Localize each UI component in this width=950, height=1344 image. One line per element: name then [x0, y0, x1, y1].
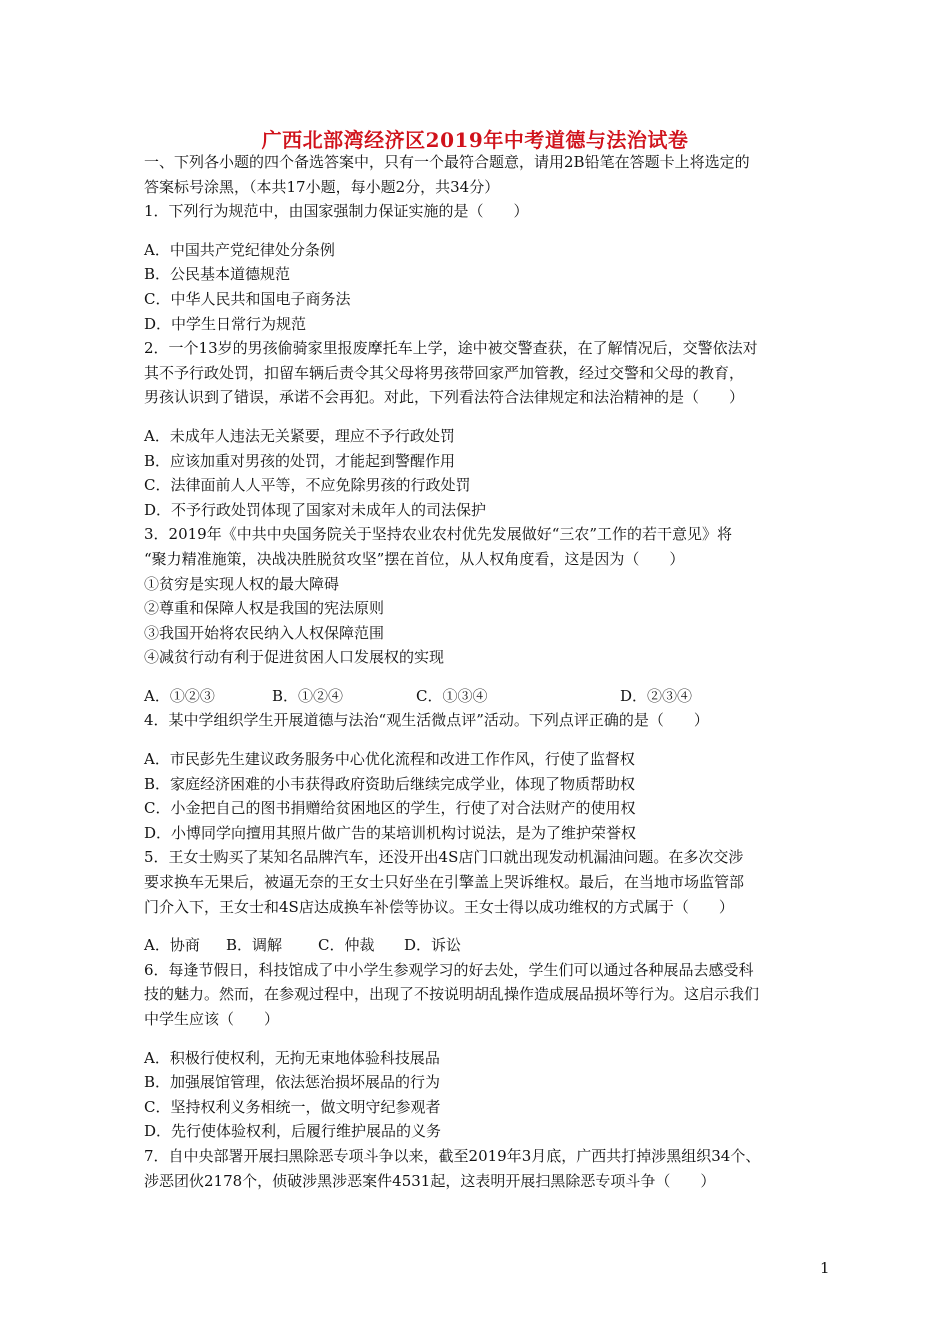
question-stem: 4．某中学组织学生开展道德与法治“观生活微点评”活动。下列点评正确的是（ ） — [144, 711, 709, 730]
question-stem: 6．每逢节假日，科技馆成了中小学生参观学习的好去处，学生们可以通过各种展品去感受科 — [144, 960, 754, 979]
answer-option: B．①②④ — [272, 686, 344, 705]
answer-option: C．小金把自己的图书捐赠给贫困地区的学生，行使了对合法财产的使用权 — [144, 799, 636, 818]
section-instruction: 一、下列各小题的四个备选答案中，只有一个最符合题意，请用2B铅笔在答题卡上将选定的 — [144, 153, 750, 171]
answer-option: C．中华人民共和国电子商务法 — [144, 289, 351, 308]
answer-option: C．仲裁 — [318, 936, 375, 955]
exam-title: 广西北部湾经济区2019年中考道德与法治试卷 — [261, 128, 689, 152]
statement-item: ③我国开始将农民纳入人权保障范围 — [144, 623, 385, 642]
answer-option: B．公民基本道德规范 — [144, 265, 291, 284]
question-stem: 3．2019年《中共中央国务院关于坚持农业农村优先发展做好“三农”工作的若干意见》将 — [144, 525, 733, 544]
page-number: 1 — [820, 1259, 830, 1277]
answer-option: D．不予行政处罚体现了国家对未成年人的司法保护 — [144, 500, 487, 519]
statement-item: ①贫穷是实现人权的最大障碍 — [144, 574, 340, 593]
answer-option: C．①③④ — [416, 686, 488, 705]
question-stem: 门介入下，王女士和4S店达成换车补偿等协议。王女士得以成功维权的方式属于（ ） — [144, 897, 734, 916]
answer-option: B．家庭经济困难的小韦获得政府资助后继续完成学业，体现了物质帮助权 — [144, 774, 636, 793]
question-stem: 5．王女士购买了某知名品牌汽车，还没开出4S店门口就出现发动机漏油问题。在多次交涉 — [144, 848, 744, 867]
answer-option: A．市民彭先生建议政务服务中心优化流程和改进工作作风，行使了监督权 — [144, 750, 635, 769]
exam-content — [144, 150, 812, 1193]
question-stem: 1．下列行为规范中，由国家强制力保证实施的是（ ） — [144, 202, 529, 221]
question-stem: 男孩认识到了错误，承诺不会再犯。对此，下列看法符合法律规定和法治精神的是（ ） — [144, 388, 745, 407]
answer-option: D．小博同学向擅用其照片做广告的某培训机构讨说法，是为了维护荣誉权 — [144, 823, 637, 842]
question-stem: 涉恶团伙2178个，侦破涉黑涉恶案件4531起，这表明开展扫黑除恶专项斗争（ ） — [144, 1171, 716, 1190]
question-stem: 中学生应该（ ） — [144, 1010, 280, 1028]
question-stem: “聚力精准施策，决战决胜脱贫攻坚”摆在首位，从人权角度看，这是因为（ ） — [144, 549, 685, 568]
answer-option: C．法律面前人人平等，不应免除男孩的行政处罚 — [144, 476, 471, 495]
answer-option: A．中国共产党纪律处分条例 — [144, 240, 335, 259]
answer-option: A．未成年人违法无关紧要，理应不予行政处罚 — [144, 426, 455, 445]
answer-options-row — [144, 684, 812, 709]
answer-option: D．先行使体验权利，后履行维护展品的义务 — [144, 1122, 442, 1141]
question-stem: 7．自中央部署开展扫黑除恶专项斗争以来，截至2019年3月底，广西共打掉涉黑组织34个、 — [144, 1146, 761, 1165]
answer-option: A．①②③ — [144, 686, 215, 705]
section-instruction: 答案标号涂黑，（本共17小题，每小题2分，共34分） — [144, 177, 500, 196]
answer-option: D．②③④ — [620, 686, 693, 705]
question-stem: 要求换车无果后，被逼无奈的王女士只好坐在引擎盖上哭诉维权。最后，在当地市场监管部 — [144, 873, 745, 892]
statement-item: ②尊重和保障人权是我国的宪法原则 — [144, 599, 385, 618]
question-stem: 2．一个13岁的男孩偷骑家里报废摩托车上学，途中被交警查获，在了解情况后，交警依法对 — [144, 339, 758, 358]
answer-option: A．协商 — [144, 936, 200, 955]
answer-option: D．中学生日常行为规范 — [144, 314, 307, 333]
answer-option: B．应该加重对男孩的处罚，才能起到警醒作用 — [144, 451, 456, 470]
statement-item: ④减贫行动有利于促进贫困人口发展权的实现 — [144, 648, 445, 667]
answer-option: C．坚持权利义务相统一，做文明守纪参观者 — [144, 1097, 441, 1116]
answer-option: A．积极行使权利，无拘无束地体验科技展品 — [144, 1048, 440, 1067]
answer-option: B．调解 — [226, 936, 283, 955]
question-stem: 其不予行政处罚，扣留车辆后责令其父母将男孩带回家严加管教，经过交警和父母的教育， — [144, 363, 745, 382]
answer-option: D．诉讼 — [404, 936, 462, 955]
answer-options-row — [144, 933, 812, 958]
answer-option: B．加强展馆管理，依法惩治损坏展品的行为 — [144, 1073, 441, 1092]
question-stem: 技的魅力。然而，在参观过程中，出现了不按说明胡乱操作造成展品损坏等行为。这启示我们 — [144, 985, 760, 1004]
